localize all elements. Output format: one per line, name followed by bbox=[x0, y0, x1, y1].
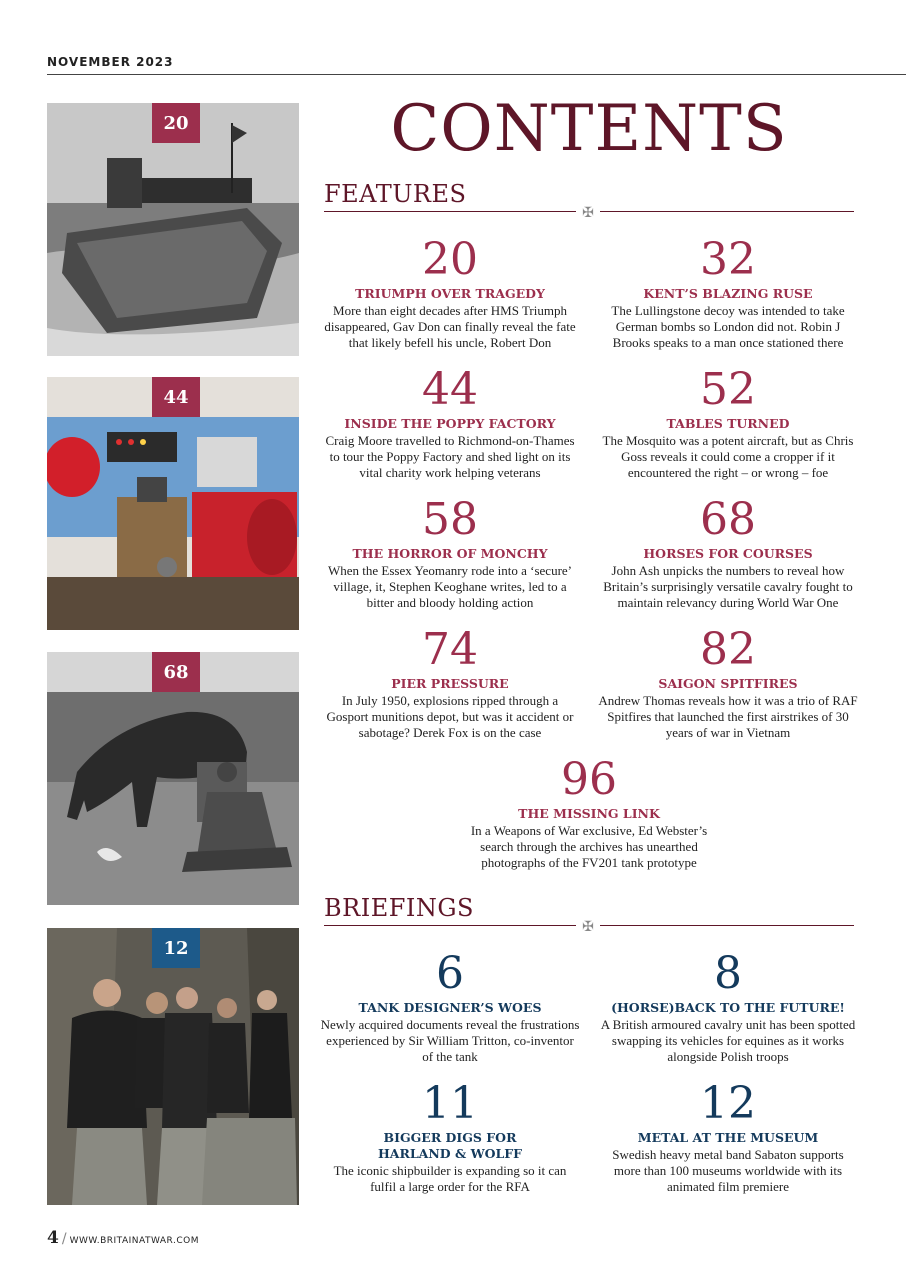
feature-item[interactable] bbox=[459, 756, 719, 871]
horse-soldier-photo bbox=[47, 652, 299, 905]
article-title: SAIGON SPITFIRES bbox=[658, 676, 798, 691]
article-title: (HORSE)BACK TO THE FUTURE! bbox=[611, 1000, 845, 1015]
page-number: 12 bbox=[700, 1078, 756, 1129]
page-badge: 44 bbox=[152, 377, 200, 417]
page-number: 8 bbox=[714, 948, 742, 999]
feature-item[interactable] bbox=[598, 496, 858, 611]
feature-item[interactable] bbox=[320, 496, 580, 611]
article-title: METAL AT THE MUSEUM bbox=[637, 1130, 819, 1145]
article-title: HORSES FOR COURSES bbox=[643, 546, 813, 561]
briefings-heading: BRIEFINGS bbox=[324, 894, 474, 922]
article-summary: The Lullingstone decoy was intended to take German bombs so London did not. Robin J Brooks speaks to a man once stationed there bbox=[611, 303, 845, 350]
page-number: 58 bbox=[422, 494, 478, 545]
page-footer bbox=[47, 1228, 199, 1248]
briefings-rule bbox=[324, 919, 854, 935]
briefing-item[interactable] bbox=[320, 950, 580, 1065]
poppy-factory-photo bbox=[47, 377, 299, 630]
slash-divider: / bbox=[61, 1231, 67, 1247]
page-badge: 12 bbox=[152, 928, 200, 968]
page-number-footer: 4 bbox=[47, 1228, 59, 1248]
feature-item[interactable] bbox=[598, 626, 858, 741]
article-summary: More than eight decades after HMS Triumph disappeared, Gav Don can finally reveal the fate that likely befell his uncle, Robert Don bbox=[324, 303, 576, 350]
article-title: KENT’S BLAZING RUSE bbox=[643, 286, 813, 301]
page-number: 82 bbox=[700, 624, 756, 675]
briefing-item[interactable] bbox=[598, 950, 858, 1065]
page-number: 96 bbox=[561, 754, 617, 805]
page-number: 11 bbox=[422, 1078, 478, 1129]
page-number: 6 bbox=[436, 948, 464, 999]
page-badge: 20 bbox=[152, 103, 200, 143]
features-heading: FEATURES bbox=[324, 180, 467, 208]
maltese-cross-icon: ✠ bbox=[582, 205, 594, 221]
submarine-photo bbox=[47, 103, 299, 356]
features-rule bbox=[324, 205, 854, 221]
article-summary: In July 1950, explosions ripped through a Gosport munitions depot, but was it accident or sabotage? Derek Fox is on the case bbox=[326, 693, 574, 740]
article-summary: A British armoured cavalry unit has been spotted swapping its vehicles for equines as it works alongside Polish troops bbox=[600, 1017, 856, 1064]
article-summary: John Ash unpicks the numbers to reveal how Britain’s surprisingly versatile cavalry fought to maintain relevancy during World War One bbox=[603, 563, 853, 610]
header-rule bbox=[47, 74, 906, 75]
article-summary: Andrew Thomas reveals how it was a trio of RAF Spitfires that launched the first airstrikes of 30 years of war in Vietnam bbox=[598, 693, 858, 740]
feature-item[interactable] bbox=[320, 236, 580, 351]
page-number: 52 bbox=[700, 364, 756, 415]
issue-date: NOVEMBER 2023 bbox=[47, 55, 174, 69]
page-number: 74 bbox=[422, 624, 478, 675]
article-summary: The iconic shipbuilder is expanding so it can fulfil a large order for the RFA bbox=[333, 1163, 567, 1194]
feature-item[interactable] bbox=[598, 366, 858, 481]
briefing-item[interactable] bbox=[320, 1080, 580, 1195]
feature-item[interactable] bbox=[320, 626, 580, 741]
sabaton-band-photo bbox=[47, 928, 299, 1205]
page-number: 32 bbox=[700, 234, 756, 285]
article-summary: When the Essex Yeomanry rode into a ‘secure’ village, it, Stephen Keoghane writes, led to a bitter and bloody holding action bbox=[327, 563, 573, 610]
maltese-cross-icon: ✠ bbox=[582, 919, 594, 935]
page-badge: 68 bbox=[152, 652, 200, 692]
briefing-item[interactable] bbox=[598, 1080, 858, 1195]
page-number: 68 bbox=[700, 494, 756, 545]
website-link[interactable]: WWW.BRITAINATWAR.COM bbox=[69, 1236, 199, 1246]
page-number: 44 bbox=[422, 364, 478, 415]
article-title: BIGGER DIGS FOR HARLAND & WOLFF bbox=[377, 1130, 523, 1161]
article-summary: Craig Moore travelled to Richmond-on-Thames to tour the Poppy Factory and shed light on its vital charity work helping veterans bbox=[325, 433, 575, 480]
article-title: INSIDE THE POPPY FACTORY bbox=[344, 416, 556, 431]
article-summary: In a Weapons of War exclusive, Ed Webster’s search through the archives has unearthed photographs of the FV201 tank prototype bbox=[470, 823, 708, 870]
article-title: TANK DESIGNER’S WOES bbox=[358, 1000, 542, 1015]
feature-item[interactable] bbox=[320, 366, 580, 481]
page-title: CONTENTS bbox=[390, 92, 788, 166]
article-title: PIER PRESSURE bbox=[391, 676, 509, 691]
article-title: TABLES TURNED bbox=[666, 416, 790, 431]
article-title: TRIUMPH OVER TRAGEDY bbox=[355, 286, 545, 301]
article-summary: The Mosquito was a potent aircraft, but as Chris Goss reveals it could come a cropper if it encountered the right – or wrong – foe bbox=[602, 433, 854, 480]
article-summary: Newly acquired documents reveal the frustrations experienced by Sir William Tritton, co-inventor of the tank bbox=[320, 1017, 580, 1064]
page-number: 20 bbox=[422, 234, 478, 285]
article-title: THE HORROR OF MONCHY bbox=[352, 546, 548, 561]
article-title: THE MISSING LINK bbox=[518, 806, 660, 821]
feature-item[interactable] bbox=[598, 236, 858, 351]
article-summary: Swedish heavy metal band Sabaton supports more than 100 museums worldwide with its animated film premiere bbox=[612, 1147, 844, 1194]
